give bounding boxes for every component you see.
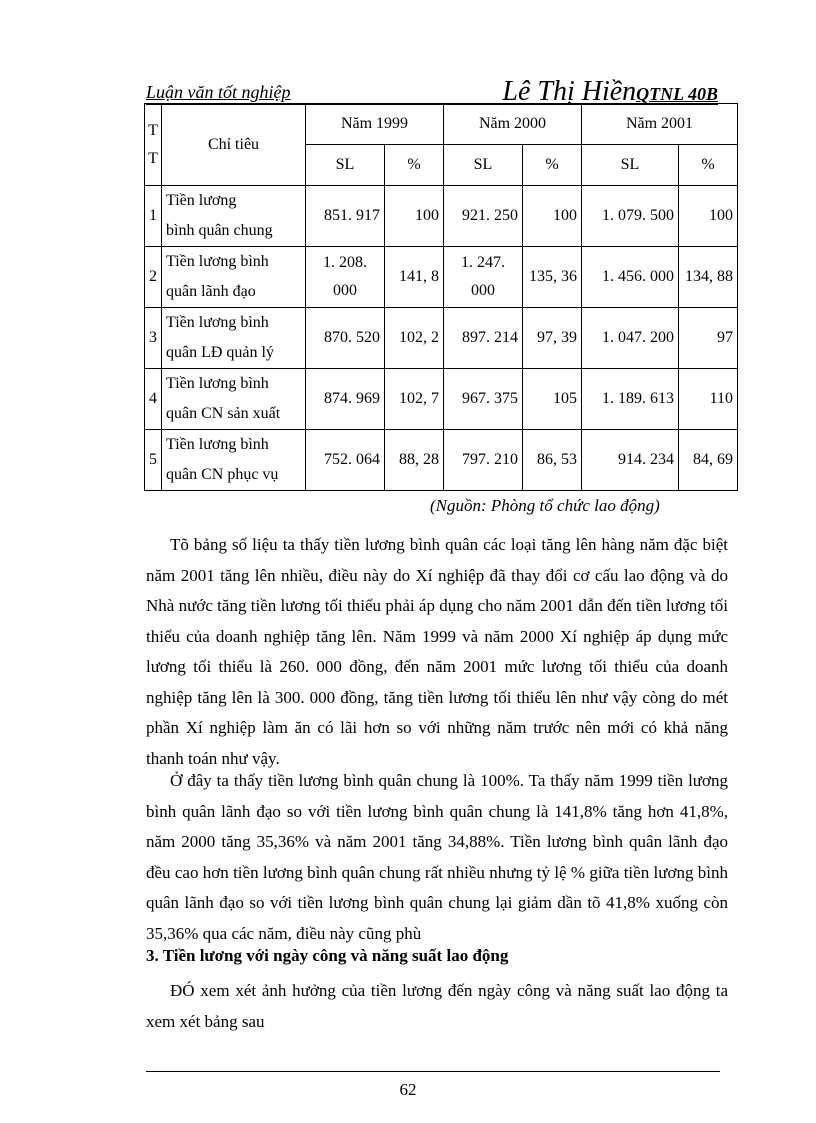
sl-header: SL bbox=[444, 145, 523, 186]
cell-value: 797. 210 bbox=[444, 430, 523, 491]
body-paragraph: Ở đây ta thấy tiền lương bình quân chung là 100%. Ta thấy năm 1999 tiền lương bình quân lãnh đạo so với tiền lương bình quân chung là 141,8% tăng hơn 41,8%, năm 2000 tăng 35,36% và năm 2001 tăng 34,88%. Tiền lương bình quân lãnh đạo đều cao hơn tiền lương bình quân chung rất nhiều nhưng tỷ lệ % giữa tiền lương bình quân lãnh đạo so với tiền lương bình quân chung lại giảm dần tõ 41,8% xuống còn 35,36% qua các năm, điều này cũng phù bbox=[146, 771, 728, 943]
cell-percent: 86, 53 bbox=[523, 430, 582, 491]
cell-percent: 88, 28 bbox=[385, 430, 444, 491]
body-paragraph: Tõ bảng số liệu ta thấy tiền lương bình quân các loại tăng lên hàng năm đặc biệt năm 2001 tăng lên nhiều, điều này do Xí nghiệp đã thay đổi cơ cấu lao động và do Nhà nước tăng tiền lương tối thiểu phải áp dụng cho năm 2001 dẫn đến tiền lương tối thiểu của doanh nghiệp tăng lên. Năm 1999 và năm 2000 Xí nghiệp áp dụng mức lương tối thiểu là 260. 000 đồng, đến năm 2001 mức lương tối thiểu của doanh nghiệp tăng lên là 300. 000 đồng, tăng tiền lương tối thiểu lên như vậy còng do mét phần Xí nghiệp làm ăn có lãi hơn so với những năm trước nên mới có khả năng thanh toán như vậy. bbox=[146, 535, 728, 768]
cell-value: 851. 917 bbox=[306, 186, 385, 247]
cell-value: 1. 208. 000 bbox=[306, 247, 385, 308]
table-row bbox=[145, 430, 738, 491]
cell-value: 1. 456. 000 bbox=[582, 247, 679, 308]
cell-percent: 141, 8 bbox=[385, 247, 444, 308]
row-label: Tiền lương bình quân lãnh đạo bbox=[162, 247, 306, 308]
author-name: Lê Thị Hiền bbox=[502, 76, 637, 107]
pct-header: % bbox=[679, 145, 738, 186]
cell-percent: 134, 88 bbox=[679, 247, 738, 308]
cell-percent: 100 bbox=[679, 186, 738, 247]
row-number: 1 bbox=[145, 186, 162, 247]
row-number: 2 bbox=[145, 247, 162, 308]
cell-value: 874. 969 bbox=[306, 369, 385, 430]
cell-value: 967. 375 bbox=[444, 369, 523, 430]
salary-table bbox=[144, 103, 738, 491]
cell-percent: 102, 7 bbox=[385, 369, 444, 430]
cell-value: 897. 214 bbox=[444, 308, 523, 369]
table-row bbox=[145, 308, 738, 369]
cell-percent: 97, 39 bbox=[523, 308, 582, 369]
cell-value: 1. 247. 000 bbox=[444, 247, 523, 308]
pct-header: % bbox=[385, 145, 444, 186]
cell-percent: 105 bbox=[523, 369, 582, 430]
cell-percent: 100 bbox=[385, 186, 444, 247]
class-code: QTNL 40B bbox=[636, 84, 718, 104]
row-number: 4 bbox=[145, 369, 162, 430]
cell-value: 1. 047. 200 bbox=[582, 308, 679, 369]
cell-percent: 100 bbox=[523, 186, 582, 247]
table-source-note: (Nguồn: Phòng tổ chức lao động) bbox=[430, 496, 660, 515]
page-number: 62 bbox=[399, 1080, 417, 1099]
cell-value: 914. 234 bbox=[582, 430, 679, 491]
row-label: Tiền lương bình quân CN phục vụ bbox=[162, 430, 306, 491]
footer-divider bbox=[146, 1071, 720, 1072]
indicator-header: Chỉ tiêu bbox=[162, 104, 306, 186]
cell-value: 1. 079. 500 bbox=[582, 186, 679, 247]
year-1999-header: Năm 1999 bbox=[306, 104, 444, 145]
cell-value: 1. 189. 613 bbox=[582, 369, 679, 430]
row-number: 3 bbox=[145, 308, 162, 369]
cell-percent: 97 bbox=[679, 308, 738, 369]
cell-percent: 135, 36 bbox=[523, 247, 582, 308]
cell-percent: 102, 2 bbox=[385, 308, 444, 369]
table-row bbox=[145, 186, 738, 247]
table-row bbox=[145, 247, 738, 308]
sl-header: SL bbox=[582, 145, 679, 186]
row-label: Tiền lương bình quân LĐ quản lý bbox=[162, 308, 306, 369]
cell-value: 752. 064 bbox=[306, 430, 385, 491]
page-header bbox=[146, 76, 718, 105]
row-number: 5 bbox=[145, 430, 162, 491]
table-header-row bbox=[145, 104, 738, 145]
section-heading: 3. Tiền lương với ngày công và năng suất lao động bbox=[146, 946, 509, 965]
cell-value: 870. 520 bbox=[306, 308, 385, 369]
cell-percent: 84, 69 bbox=[679, 430, 738, 491]
cell-value: 921. 250 bbox=[444, 186, 523, 247]
year-2000-header: Năm 2000 bbox=[444, 104, 582, 145]
row-label: Tiền lương bình quân CN sản xuất bbox=[162, 369, 306, 430]
year-2001-header: Năm 2001 bbox=[582, 104, 738, 145]
thesis-label: Luận văn tốt nghiệp bbox=[146, 82, 291, 102]
pct-header: % bbox=[523, 145, 582, 186]
body-paragraph: ĐÓ xem xét ảnh hưởng của tiền lương đến ngày công và năng suất lao động ta xem xét bảng sau bbox=[146, 981, 728, 1031]
tt-header: T T bbox=[145, 104, 162, 186]
cell-percent: 110 bbox=[679, 369, 738, 430]
sl-header: SL bbox=[306, 145, 385, 186]
row-label: Tiền lương bình quân chung bbox=[162, 186, 306, 247]
table-row bbox=[145, 369, 738, 430]
